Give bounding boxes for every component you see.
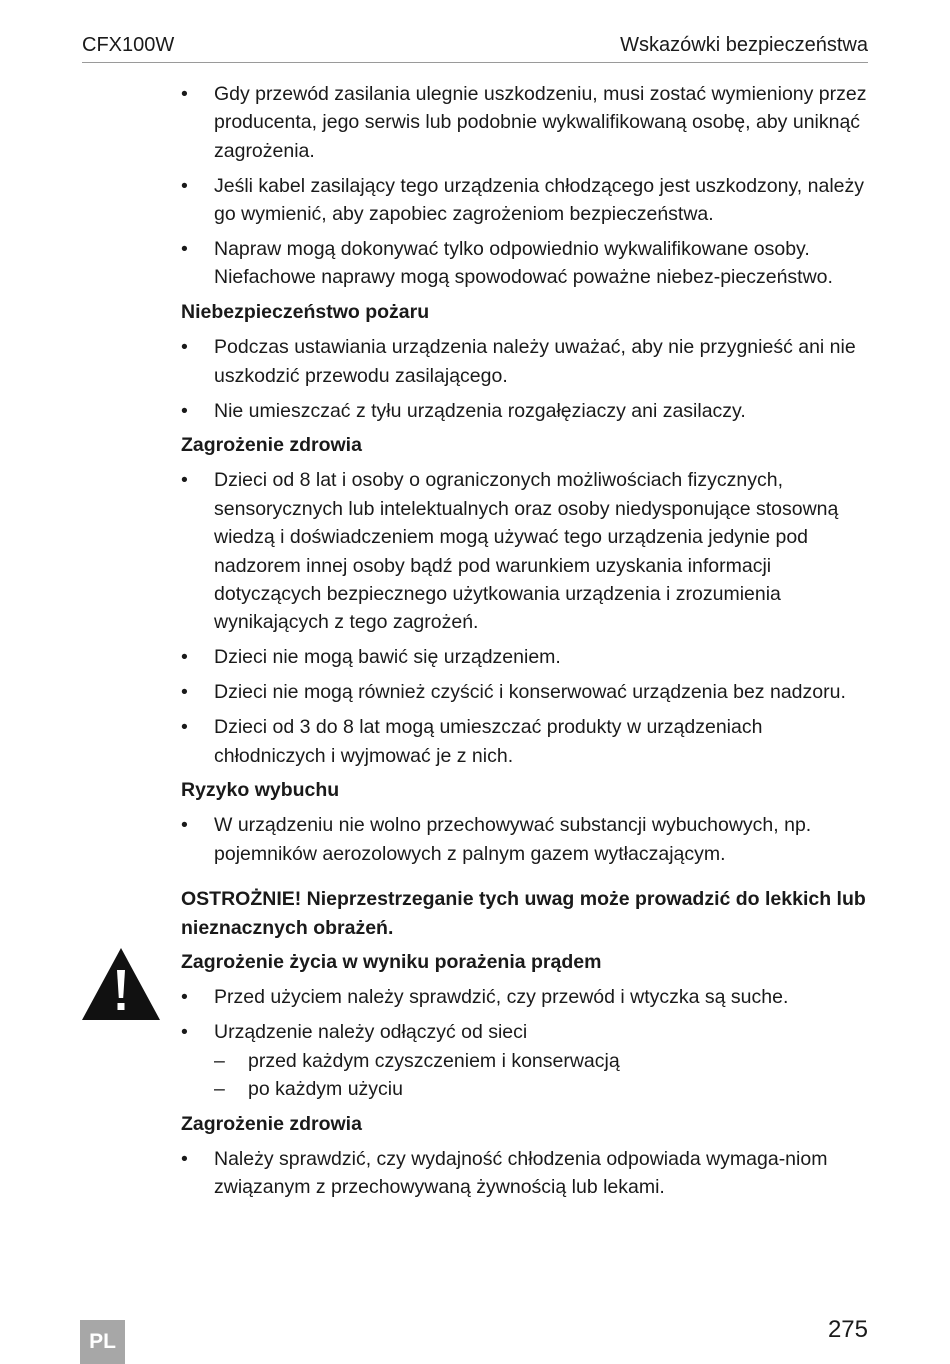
item-text: Jeśli kabel zasilający tego urządzenia chłodzącego jest uszkodzony, należy go wymienić, aby zapobiec zagrożeniom bezpieczeństwa. — [214, 174, 865, 226]
bullet: • — [181, 814, 188, 837]
sub-item-text: przed każdym czyszczeniem i konserwacją — [248, 1049, 620, 1072]
caution-text: OSTROŻNIE! Nieprzestrzeganie tych uwag może prowadzić do lekkich lub nieznacznych obrażeń. — [181, 888, 866, 939]
list-item — [181, 983, 871, 1011]
bullet: • — [181, 174, 188, 197]
list-item — [181, 643, 871, 671]
item-text: Podczas ustawiania urządzenia należy uważać, aby nie przygnieść ani nie uszkodzić przewodu zasilającego. — [214, 336, 856, 387]
item-text: Dzieci od 3 do 8 lat mogą umieszczać produkty w urządzeniach chłodniczych i wyjmować je z nich. — [214, 716, 763, 767]
page-header — [82, 32, 868, 63]
dash: – — [214, 1049, 225, 1072]
item-text: Nie umieszczać z tyłu urządzenia rozgałęziaczy ani zasilaczy. — [214, 399, 746, 422]
list-item — [181, 713, 871, 770]
bullet: • — [181, 336, 188, 359]
list-item — [181, 80, 871, 165]
list-item — [181, 172, 871, 229]
bullet: • — [181, 399, 188, 422]
item-text: Gdy przewód zasilania ulegnie uszkodzeniu, musi zostać wymieniony przez producenta, jego serwis lub podobnie wykwalifikowaną osobę, aby uniknąć zagrożenia. — [214, 83, 867, 162]
list-item — [181, 466, 871, 636]
health2-heading: Zagrożenie zdrowia — [181, 1113, 362, 1135]
bullet: • — [181, 238, 188, 261]
bullet: • — [181, 681, 188, 704]
explosion-heading: Ryzyko wybuchu — [181, 779, 340, 802]
bullet: • — [181, 986, 188, 1009]
list-item — [181, 678, 871, 706]
model-name: CFX100W — [82, 34, 175, 56]
warning-triangle-icon — [80, 946, 162, 1022]
language-badge: PL — [80, 1320, 125, 1364]
item-text: Dzieci nie mogą również czyścić i konserwować urządzenia bez nadzoru. — [214, 681, 846, 704]
dash: – — [214, 1078, 225, 1101]
power-cord-section — [181, 80, 871, 292]
bullet: • — [181, 1021, 188, 1044]
health-heading: Zagrożenie zdrowia — [181, 434, 362, 457]
item-text: Urządzenie należy odłączyć od sieci — [214, 1021, 528, 1044]
bullet: • — [181, 83, 188, 105]
bullet: • — [181, 469, 188, 492]
list-item — [181, 1018, 871, 1103]
item-text: Dzieci nie mogą bawić się urządzeniem. — [214, 646, 561, 669]
sub-item — [214, 1047, 871, 1075]
bullet: • — [181, 646, 188, 669]
item-text: Napraw mogą dokonywać tylko odpowiednio wykwalifikowane osoby. Niefachowe naprawy mogą spowodować poważne niebez-pieczeństwo. — [214, 238, 833, 289]
list-item — [181, 1145, 871, 1202]
bullet: • — [181, 1147, 188, 1170]
section-title: Wskazówki bezpieczeństwa — [620, 34, 868, 56]
page-content — [181, 80, 871, 1208]
list-item — [181, 397, 871, 425]
list-item — [181, 333, 871, 390]
fire-heading: Niebezpieczeństwo pożaru — [181, 301, 430, 324]
item-text: Przed użyciem należy sprawdzić, czy przewód i wtyczka są suche. — [214, 986, 789, 1009]
item-text: Należy sprawdzić, czy wydajność chłodzenia odpowiada wymaga-niom związanym z przechowywaną żywnością lub lekami. — [214, 1147, 828, 1199]
page-number: 275 — [827, 1316, 868, 1343]
electric-heading: Zagrożenie życia w wyniku porażenia prądem — [181, 951, 602, 974]
list-item — [181, 811, 871, 868]
list-item — [181, 235, 871, 292]
sub-item-text: po każdym użyciu — [248, 1078, 403, 1101]
item-text: W urządzeniu nie wolno przechowywać substancji wybuchowych, np. pojemników aerozolowych z palnym gazem wytłaczającym. — [214, 814, 812, 865]
sub-item — [214, 1075, 871, 1103]
item-text: Dzieci od 8 lat i osoby o ograniczonych możliwościach fizycznych, sensorycznych lub intelektualnych oraz osoby niedysponujące stosowną wiedzą i doświadczeniem mogą używać tego urządzenia jedynie pod nadzorem innej osoby bądź pod warunkiem uzyskania informacji dotyczących bezpiecznego użytkowania urządzenia i zrozumienia wynikających z tego zagrożeń. — [214, 469, 839, 634]
bullet: • — [181, 716, 188, 739]
